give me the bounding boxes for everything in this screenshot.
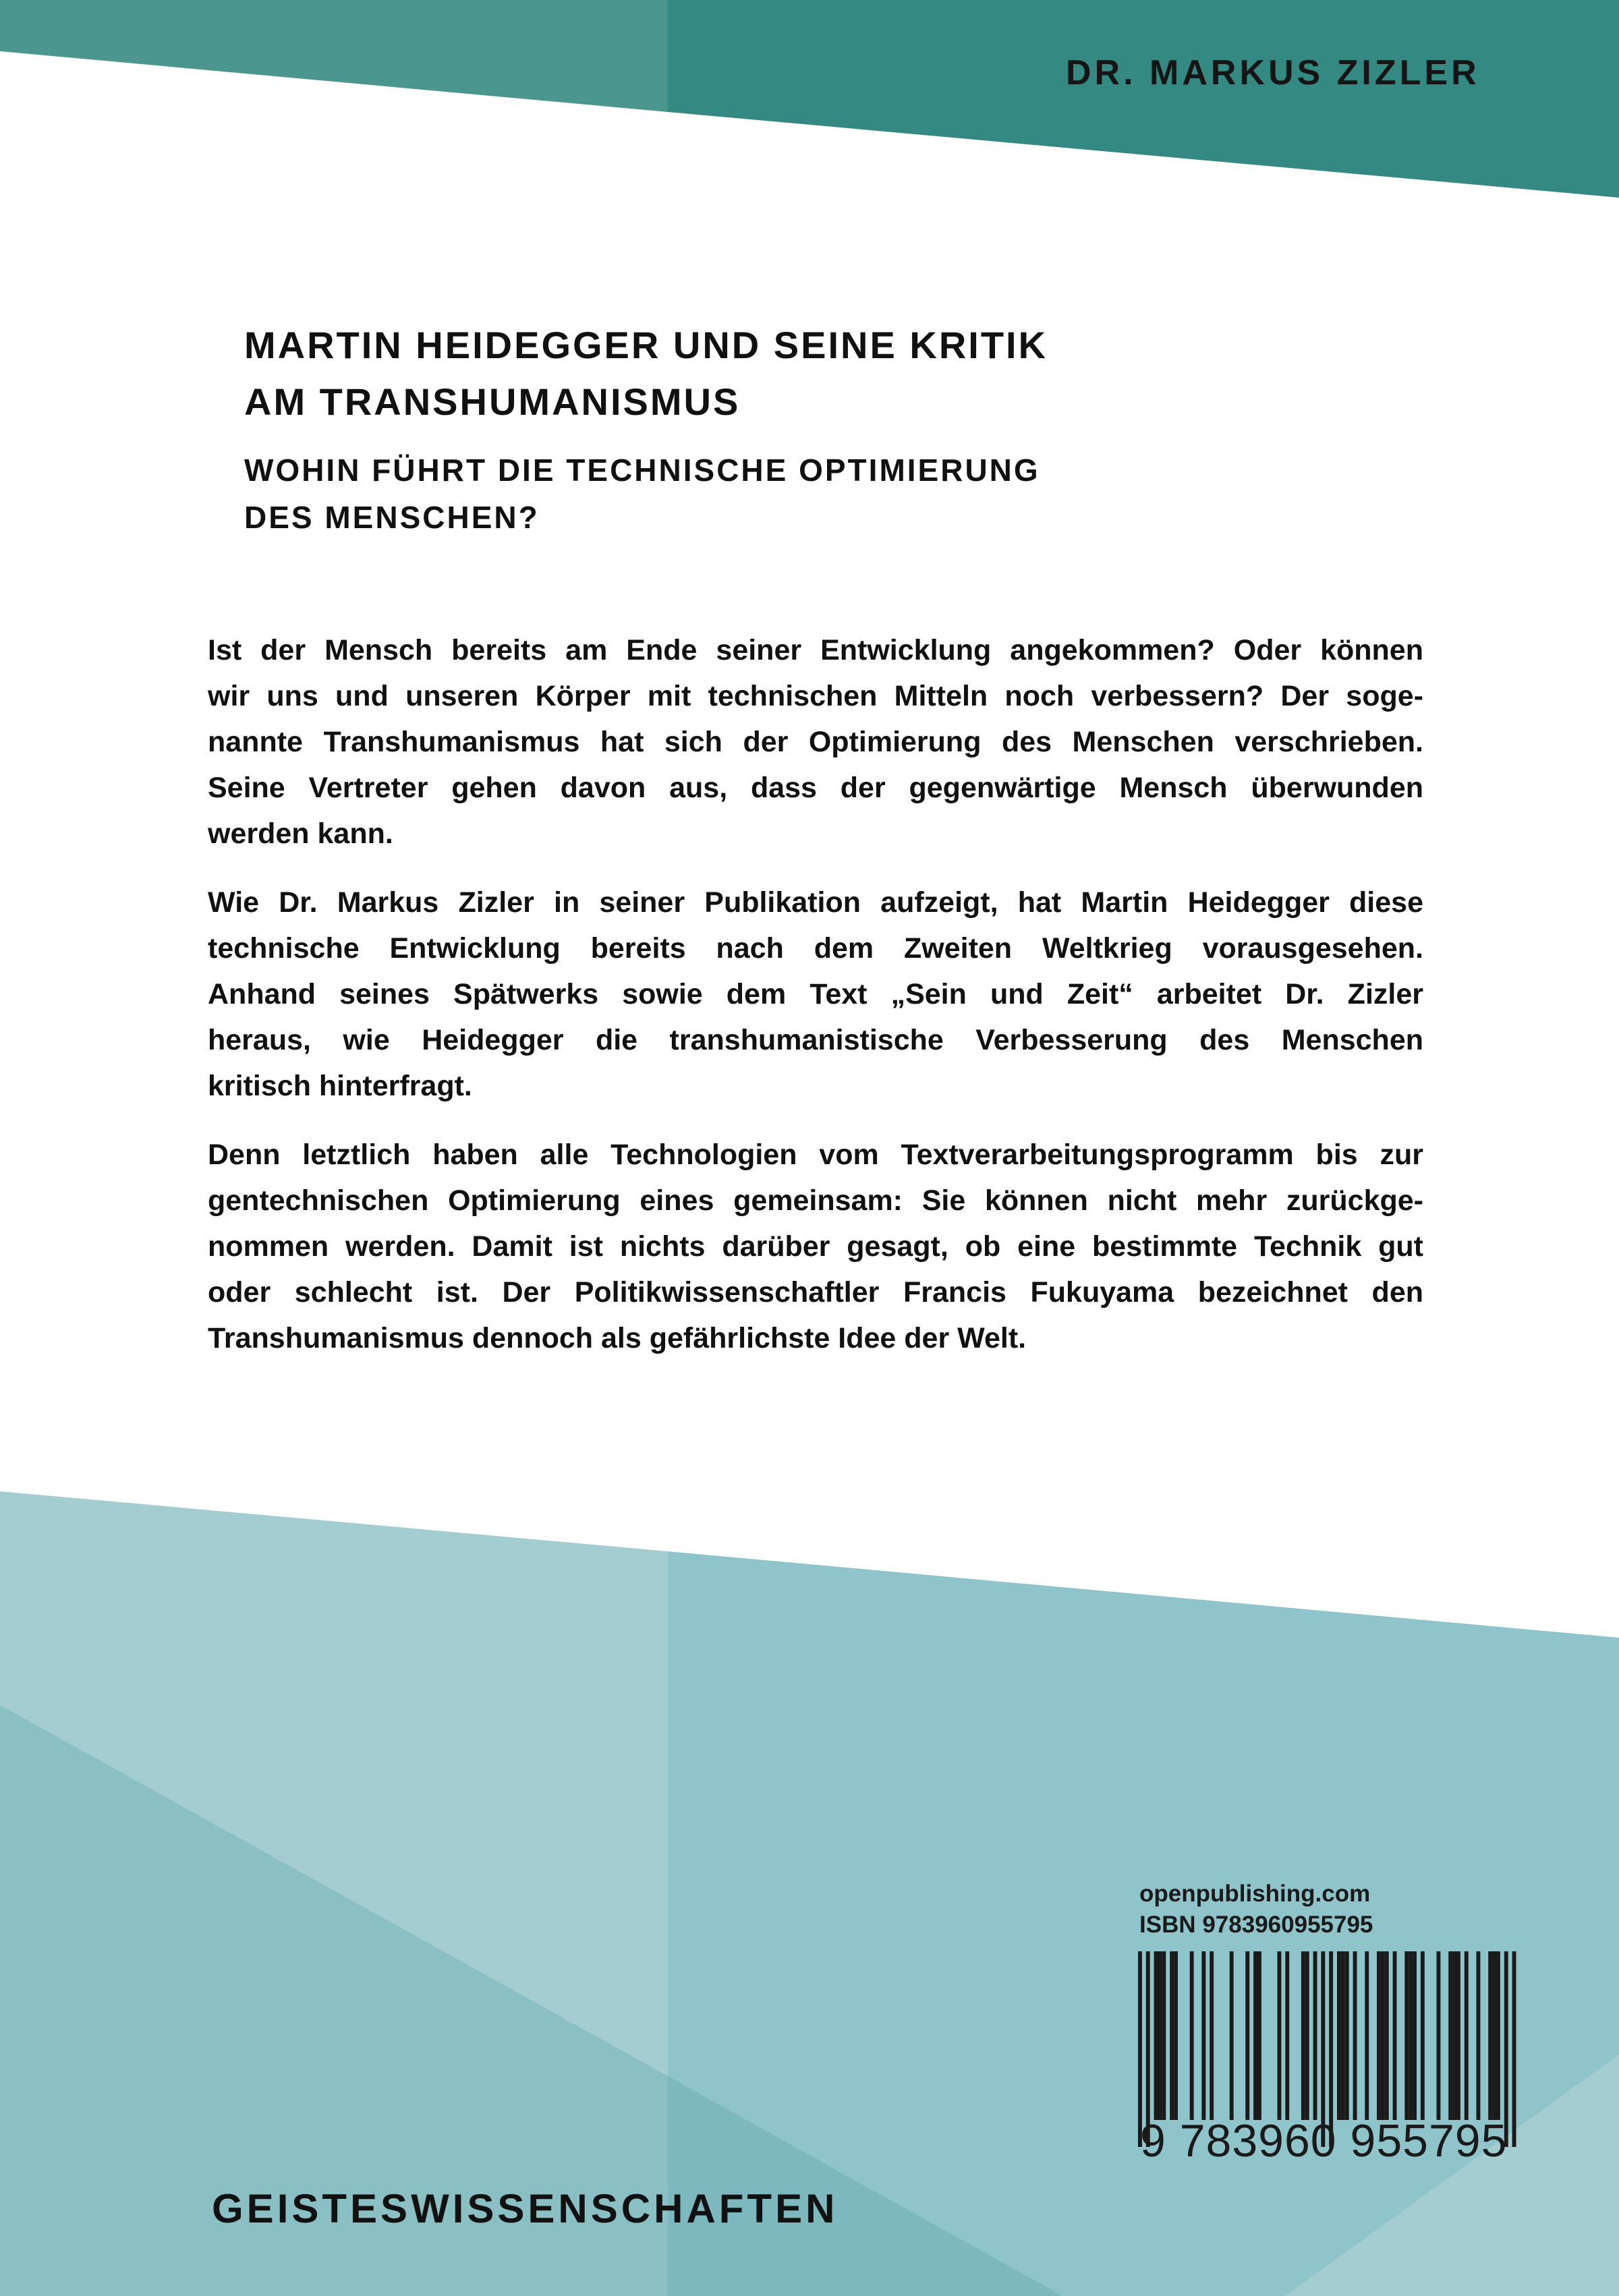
barcode-bar <box>1452 1951 1456 2120</box>
barcode-bar <box>1421 1951 1425 2120</box>
blurb-line: Transhumanismus dennoch als gefährlichste Idee der Welt. <box>208 1322 1027 1354</box>
blurb-line: heraus, wie Heidegger die transhumanistische Verbesserung des Menschen <box>208 1024 1423 1056</box>
blurb-line: werden kann. <box>208 817 393 850</box>
barcode-bar <box>1313 1951 1317 2120</box>
blurb-paragraph <box>208 1132 1423 1361</box>
isbn-label: ISBN 9783960955795 <box>1139 1912 1373 1938</box>
barcode-bar <box>1377 1951 1381 2120</box>
title-line: AM TRANSHUMANISMUS <box>244 380 741 423</box>
subtitle-line: WOHIN FÜHRT DIE TECHNISCHE OPTIMIERUNG <box>244 453 1040 488</box>
blurb-paragraph <box>208 627 1423 857</box>
barcode-bar <box>1448 1951 1452 2120</box>
barcode-bar <box>1278 1951 1282 2120</box>
barcode-bar <box>1257 1951 1261 2120</box>
top-band-light <box>0 0 668 112</box>
barcode-bar <box>1341 1951 1345 2120</box>
barcode-bar <box>1230 1951 1234 2120</box>
publisher-url: openpublishing.com <box>1139 1881 1371 1907</box>
blurb-line: Anhand seines Spätwerks sowie dem Text „Sein und Zeit“ arbeitet Dr. Zizler <box>208 978 1423 1010</box>
barcode-bar <box>1285 1951 1289 2120</box>
blurb-line: technische Entwicklung bereits nach dem Zweiten Weltkrieg vorausgesehen. <box>208 932 1423 965</box>
barcode-bar <box>1404 1951 1409 2120</box>
barcode-bar <box>1305 1951 1309 2120</box>
barcode-bar <box>1437 1951 1441 2120</box>
barcode-bar <box>1409 1951 1413 2120</box>
barcode-bar <box>1210 1951 1214 2120</box>
blurb-line: nommen werden. Damit ist nichts darüber gesagt, ob eine bestimmte Technik gut <box>208 1230 1423 1263</box>
barcode-bar <box>1353 1951 1357 2120</box>
barcode-bar <box>1174 1951 1178 2120</box>
blurb-line: Denn letztlich haben alle Technologien vom Textverarbeitungsprogramm bis zur <box>208 1139 1423 1171</box>
book-subtitle <box>244 447 1040 541</box>
barcode-bar <box>1381 1951 1385 2120</box>
barcode-bar <box>1190 1951 1194 2120</box>
subtitle-line: DES MENSCHEN? <box>244 500 540 535</box>
barcode-digits: 9 783960 955795 <box>1140 2115 1508 2166</box>
blurb-line: oder schlecht ist. Der Politikwissenschaftler Francis Fukuyama bezeichnet den <box>208 1276 1423 1309</box>
barcode-bar <box>1496 1951 1500 2120</box>
blurb-line: Seine Vertreter gehen davon aus, dass der gegenwärtige Mensch überwunden <box>208 772 1423 804</box>
blurb-line: Ist der Mensch bereits am Ende seiner Entwicklung angekommen? Oder können <box>208 634 1423 666</box>
category-label: GEISTESWISSENSCHAFTEN <box>212 2186 839 2231</box>
book-title <box>244 317 1048 430</box>
barcode-bar <box>1301 1951 1305 2120</box>
barcode-bar <box>1345 1951 1349 2120</box>
barcode-bar <box>1365 1951 1369 2120</box>
barcode-bar <box>1488 1951 1492 2120</box>
barcode-bar <box>1245 1951 1249 2120</box>
barcode-bar <box>1477 1951 1481 2120</box>
blurb-line: kritisch hinterfragt. <box>208 1070 472 1102</box>
blurb-line: nannte Transhumanismus hat sich der Optimierung des Menschen verschrieben. <box>208 726 1423 758</box>
blurb <box>208 627 1423 1384</box>
barcode-bar <box>1465 1951 1469 2120</box>
top-band-dark <box>668 0 1619 198</box>
barcode-bar <box>1413 1951 1417 2120</box>
blurb-line: gentechnischen Optimierung eines gemeinsam: Sie können nicht mehr zurückge- <box>208 1184 1423 1217</box>
author-name: DR. MARKUS ZIZLER <box>1066 53 1480 92</box>
blurb-line: Wie Dr. Markus Zizler in seiner Publikation aufzeigt, hat Martin Heidegger diese <box>208 886 1423 919</box>
barcode-bar <box>1170 1951 1174 2120</box>
barcode-bar <box>1162 1951 1166 2120</box>
barcode-bar <box>1253 1951 1257 2120</box>
title-line: MARTIN HEIDEGGER UND SEINE KRITIK <box>244 324 1048 366</box>
barcode-bar <box>1337 1951 1341 2120</box>
blurb-paragraph <box>208 880 1423 1109</box>
barcode-bar <box>1393 1951 1397 2120</box>
barcode-bar <box>1512 1951 1516 2147</box>
barcode-bar <box>1456 1951 1460 2120</box>
publisher-info <box>1139 1878 1373 1941</box>
blurb-line: wir uns und unseren Körper mit technischen Mitteln noch verbessern? Der soge- <box>208 680 1423 712</box>
barcode-bar <box>1158 1951 1162 2120</box>
barcode-bar <box>1385 1951 1389 2120</box>
barcode-bar <box>1154 1951 1158 2120</box>
barcode-bar <box>1201 1951 1205 2120</box>
barcode-bar <box>1492 1951 1496 2120</box>
